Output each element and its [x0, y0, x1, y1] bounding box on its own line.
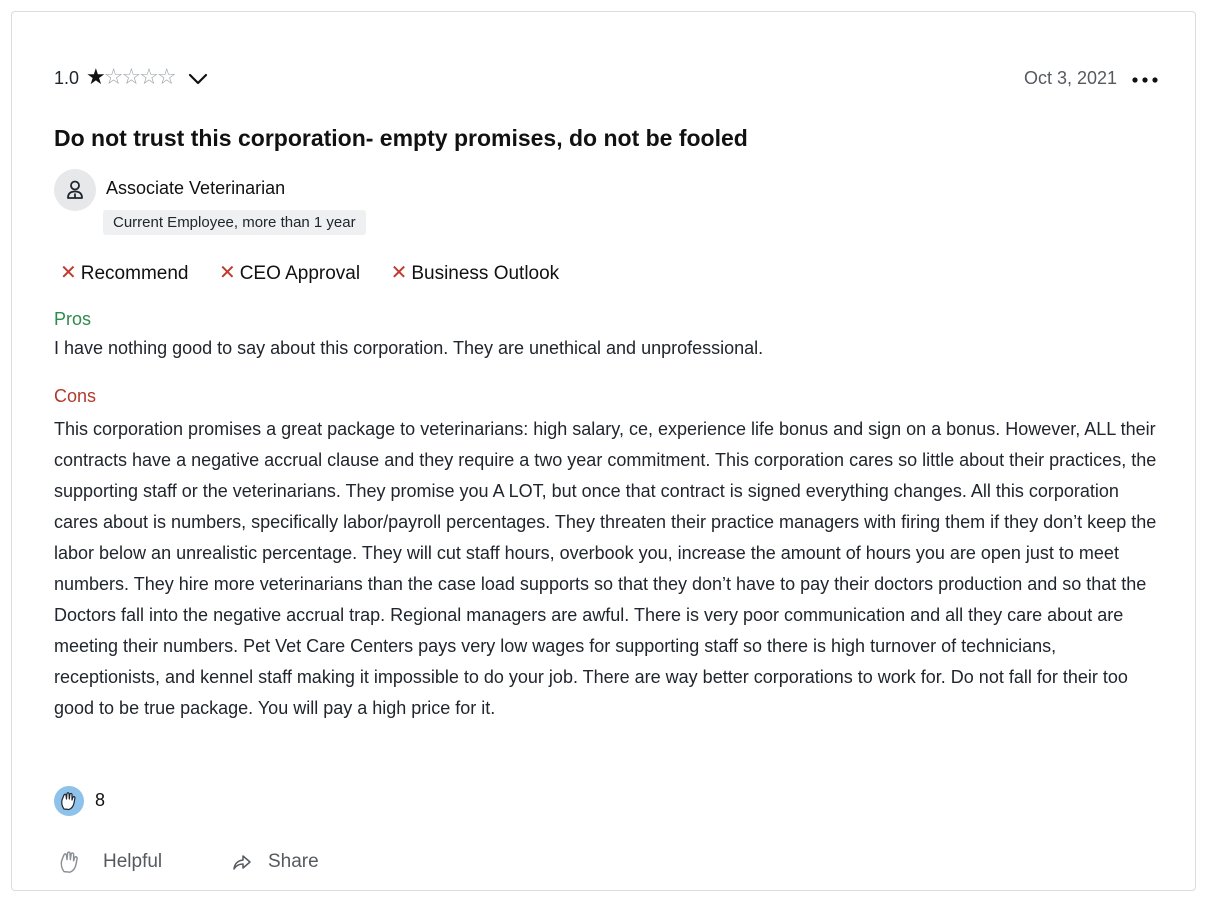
clapping-hands-icon — [58, 850, 82, 874]
employment-status-badge: Current Employee, more than 1 year — [103, 210, 366, 235]
recommend-rating — [60, 260, 188, 285]
review-title[interactable]: Do not trust this corporation- empty promises, do not be fooled — [54, 125, 748, 151]
star-empty-icons: ☆☆☆☆ — [103, 65, 175, 90]
x-icon: ✕ — [218, 260, 236, 284]
pros-heading: Pros — [54, 309, 92, 329]
ceo-approval-rating — [219, 260, 360, 285]
rating-label: Recommend — [80, 263, 189, 284]
rating-label: CEO Approval — [239, 263, 361, 284]
star-filled-icon: ★ — [86, 65, 104, 90]
review-date: Oct 3, 2021 — [1023, 68, 1117, 88]
reaction-count: 8 — [95, 790, 106, 810]
cons-text: This corporation promises a great package to veterinarians: high salary, ce, experience life bonus and sign on a bonus. However, ALL their contracts have a negative accrual clause and they require a two year commitment. This corporation cares so little about their practices, the supporting staff or the veterinarians. They promise you A LOT, but once that contract is signed everything changes. All this corporation cares about is numbers, specifically labor/payroll percentages. They threaten their practice managers with firing them if they don’t keep the labor below an unrealistic percentage. They will cut staff hours, overbook you, increase the amount of hours you are open just to meet numbers. They hire more veterinarians than the case load supports so that they don’t have to pay their doctors production and so that the Doctors fall into the negative accrual trap. Regional managers are awful. There is very poor communication and all they care about are meeting their numbers. Pet Vet Care Centers pays very low wages for supporting staff so there is high turnover of technicians, receptionists, and kennel staff making it impossible to do your job. There are way better corporations to work for. Do not fall for their too good to be true package. You will pay a high price for it. — [54, 419, 1157, 718]
user-icon — [65, 179, 85, 201]
x-icon: ✕ — [60, 260, 77, 284]
review-card — [11, 11, 1196, 891]
author-job-title: Associate Veterinarian — [106, 178, 286, 198]
chevron-down-icon[interactable] — [187, 68, 209, 90]
avatar — [54, 169, 96, 211]
helpful-label: Helpful — [103, 851, 163, 872]
clapping-hands-icon — [54, 786, 84, 816]
star-rating — [86, 65, 175, 90]
more-options-icon[interactable] — [1131, 73, 1159, 85]
x-icon: ✕ — [390, 260, 408, 284]
pros-text: I have nothing good to say about this corporation. They are unethical and unprofessional. — [54, 338, 764, 358]
business-outlook-rating — [391, 260, 560, 285]
rating-label: Business Outlook — [411, 263, 560, 284]
cons-heading: Cons — [54, 386, 97, 406]
share-label: Share — [268, 851, 319, 872]
sub-ratings — [60, 260, 585, 286]
review-header — [54, 65, 1159, 93]
overall-rating: 1.0 — [54, 68, 80, 88]
share-icon — [231, 852, 253, 872]
